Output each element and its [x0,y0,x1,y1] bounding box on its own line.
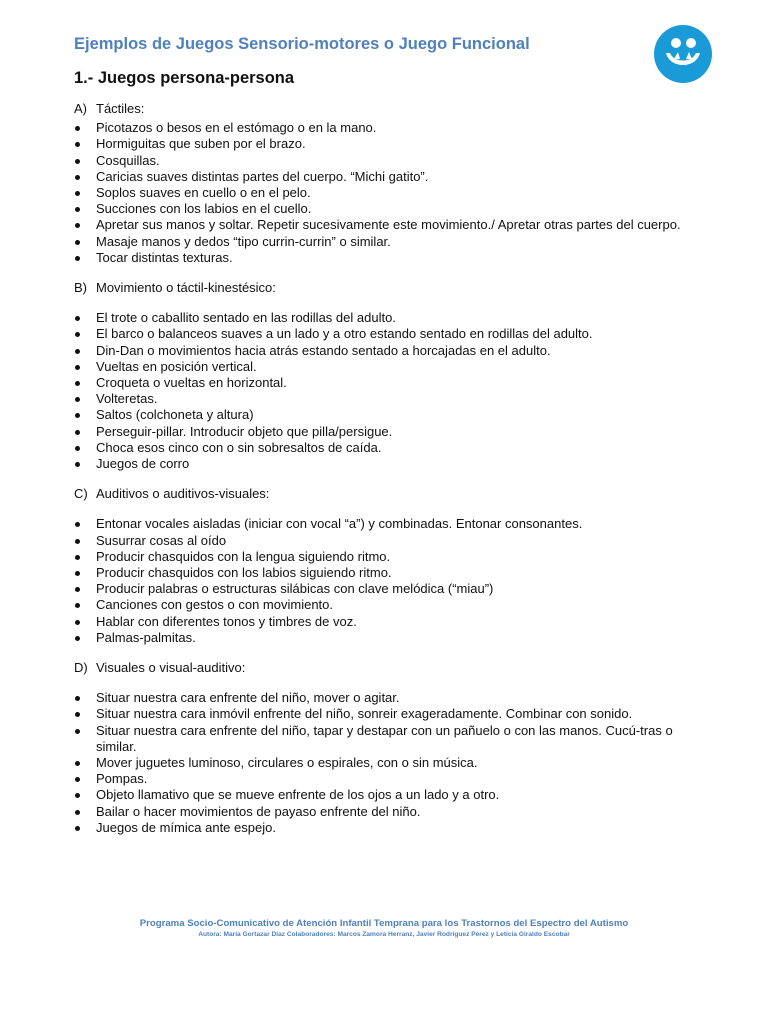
list-item: Palmas-palmitas. [74,630,704,646]
list-item: Cosquillas. [74,153,704,169]
list-item: Tocar distintas texturas. [74,250,704,266]
group-heading [74,486,704,502]
list-item: Picotazos o besos en el estómago o en la mano. [74,120,704,136]
list-item: Vueltas en posición vertical. [74,359,704,375]
list-item: Situar nuestra cara inmóvil enfrente del niño, sonreir exageradamente. Combinar con sonido. [74,706,704,722]
list-item: Bailar o hacer movimientos de payaso enfrente del niño. [74,804,704,820]
list-item: Din-Dan o movimientos hacia atrás estando sentado a horcajadas en el adulto. [74,343,704,359]
smiling-figures-logo-icon [654,25,712,83]
list-item: Soplos suaves en cuello o en el pelo. [74,185,704,201]
group-letter: B) [74,280,87,296]
list-item: Saltos (colchoneta y altura) [74,407,704,423]
bullet-list [74,120,704,266]
document-body [74,101,704,836]
section-heading: 1.- Juegos persona-persona [74,69,295,87]
list-item: Hablar con diferentes tonos y timbres de voz. [74,614,704,630]
group-letter: C) [74,486,88,502]
list-item: Masaje manos y dedos “tipo currin-currin” o similar. [74,234,704,250]
bullet-list [74,690,704,836]
group-tactiles [74,101,704,266]
list-item: Objeto llamativo que se mueve enfrente de los ojos a un lado y a otro. [74,787,704,803]
list-item: Hormiguitas que suben por el brazo. [74,136,704,152]
footer-authors: Autora: María Gortazar Díaz Colaboradores: Marcos Zamora Herranz, Javier Rodríguez Pérez y Leticia Giraldo Escobar [198,931,570,938]
list-item: Juegos de corro [74,456,704,472]
bullet-list [74,310,704,472]
list-item: Mover juguetes luminoso, circulares o espirales, con o sin música. [74,755,704,771]
list-item: Caricias suaves distintas partes del cuerpo. “Michi gatito”. [74,169,704,185]
list-item: Producir chasquidos con la lengua siguiendo ritmo. [74,549,704,565]
group-heading [74,280,704,296]
bullet-list [74,516,704,646]
group-heading [74,660,704,676]
group-heading [74,101,704,117]
list-item: Juegos de mímica ante espejo. [74,820,704,836]
group-label: Movimiento o táctil-kinestésico: [96,280,276,296]
list-item: El trote o caballito sentado en las rodillas del adulto. [74,310,704,326]
group-label: Táctiles: [96,101,145,116]
list-item: El barco o balanceos suaves a un lado y a otro estando sentado en rodillas del adulto. [74,326,704,342]
group-label: Visuales o visual-auditivo: [96,660,246,676]
list-item: Situar nuestra cara enfrente del niño, mover o agitar. [74,690,704,706]
list-item: Croqueta o vueltas en horizontal. [74,375,704,391]
list-item: Choca esos cinco con o sin sobresaltos de caída. [74,440,704,456]
list-item: Situar nuestra cara enfrente del niño, tapar y destapar con un pañuelo o con las manos. Cucú-tras o similar. [74,723,704,755]
list-item: Susurrar cosas al oído [74,533,704,549]
list-item: Pompas. [74,771,704,787]
group-movimiento [74,280,704,472]
group-label: Auditivos o auditivos-visuales: [96,486,270,502]
page-footer [0,918,768,939]
document-title: Ejemplos de Juegos Sensorio-motores o Juego Funcional [74,35,530,53]
group-visuales [74,660,704,836]
list-item: Perseguir-pillar. Introducir objeto que pilla/persigue. [74,424,704,440]
group-letter: D) [74,660,88,676]
list-item: Producir chasquidos con los labios siguiendo ritmo. [74,565,704,581]
list-item: Volteretas. [74,391,704,407]
list-item: Succiones con los labios en el cuello. [74,201,704,217]
list-item: Entonar vocales aisladas (iniciar con vocal “a”) y combinadas. Entonar consonantes. [74,516,704,532]
list-item: Producir palabras o estructuras silábicas con clave melódica (“miau”) [74,581,704,597]
footer-program: Programa Socio-Comunicativo de Atención Infantil Temprana para los Trastornos del Espectro del Autismo [139,918,629,929]
list-item: Canciones con gestos o con movimiento. [74,597,704,613]
group-auditivos [74,486,704,646]
group-letter: A) [74,101,87,116]
list-item: Apretar sus manos y soltar. Repetir sucesivamente este movimiento./ Apretar otras partes del cuerpo. [74,217,704,233]
